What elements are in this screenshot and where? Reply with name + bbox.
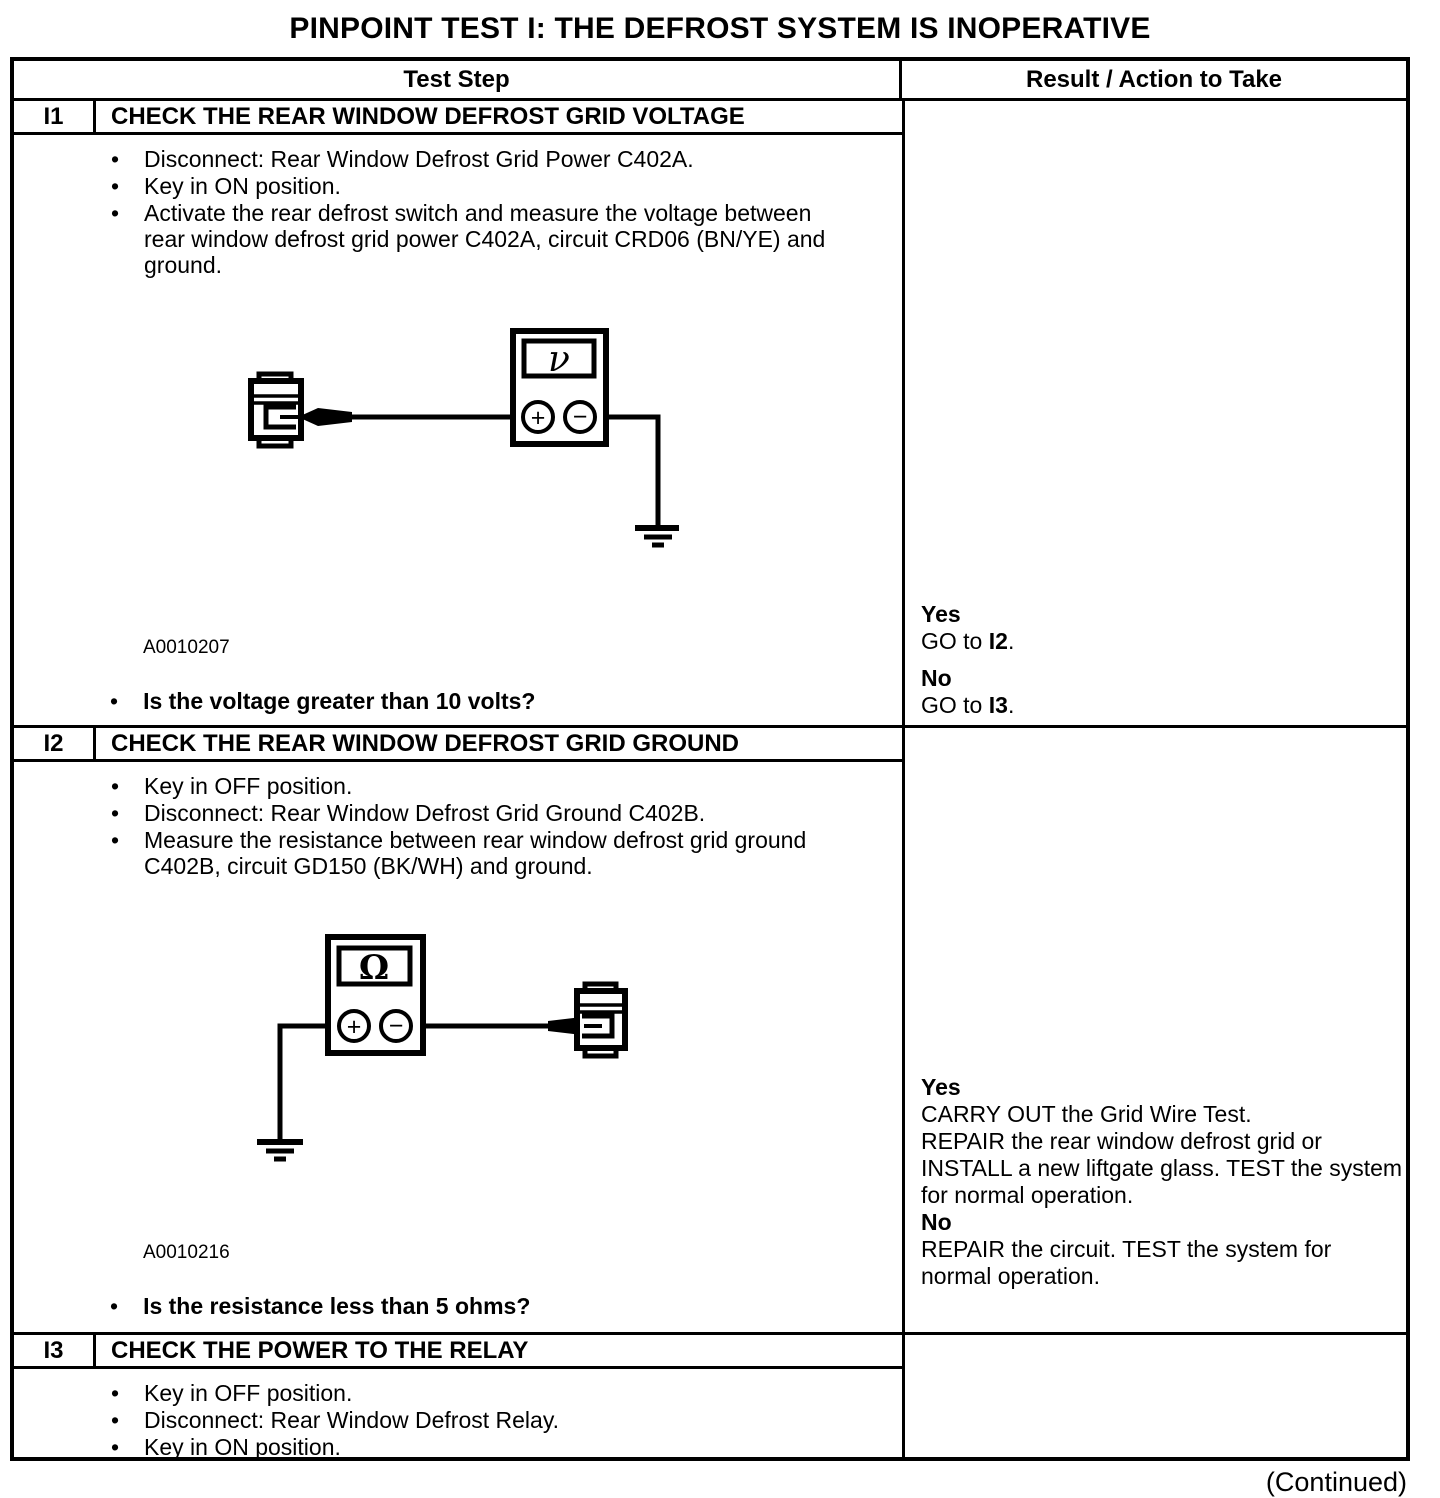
result-action: REPAIR the rear window defrost grid or INSTALL a new liftgate glass. TEST the system for normal operation. [921,1128,1403,1208]
action-text: GO to [921,692,989,718]
continued-note: (Continued) [1265,1467,1407,1497]
step-instructions-i3 [14,1369,902,1460]
step-title-i3: CHECK THE POWER TO THE RELAY [111,1336,529,1364]
result-action: REPAIR the circuit. TEST the system for normal operation. [921,1236,1332,1289]
step-instructions-i1 [14,135,902,278]
column-header-test-step: Test Step [14,61,902,98]
result-group-no [921,665,1404,719]
result-action [921,692,1404,719]
figure-label: A0010216 [143,1242,230,1263]
step-id-i3: I3 [14,1335,96,1366]
step-id-i1: I1 [14,101,96,132]
step-question-i1 [110,688,535,714]
plus-sign: + [346,1013,362,1041]
result-answer: Yes [921,1074,961,1100]
ohmmeter-icon [328,937,423,1053]
test-step-cell-i2 [14,728,905,1332]
voltmeter-test-figure [243,326,679,554]
result-answer: Yes [921,601,961,627]
plus-sign: + [530,404,546,432]
minus-sign: − [572,403,588,431]
minus-sign: − [388,1012,404,1040]
step-question-i2 [110,1293,530,1319]
result-group-yes [921,1074,1404,1209]
column-header-result-action: Result / Action to Take [1025,66,1283,93]
step-body-i2 [14,762,902,1332]
connector-icon [251,374,301,446]
instruction-item: • Key in ON position. [144,173,844,199]
step-title-i1: CHECK THE REAR WINDOW DEFROST GRID VOLTAGE [111,102,745,130]
question-text: Is the resistance less than 5 ohms? [143,1293,531,1319]
instruction-item: • Key in OFF position. [144,1380,844,1406]
result-action: CARRY OUT the Grid Wire Test. [921,1101,1252,1127]
ground-icon [257,1142,303,1159]
meter-symbol: Ω [358,948,390,988]
step-block-i3 [14,1332,1406,1460]
step-body-i1 [14,135,902,725]
instruction-item: • Key in ON position. [144,1434,844,1460]
test-probe-icon [298,408,352,426]
result-cell-i2 [905,728,1406,1332]
voltmeter-icon [513,331,606,444]
instruction-item: • Measure the resistance between rear window defrost grid ground C402B, circuit GD150 (BK/WH) and ground. [144,827,844,879]
action-text: . [1007,628,1015,654]
meter-symbol: ν [548,339,570,380]
test-step-cell-i3 [14,1335,905,1460]
step-instructions-i2 [14,762,902,879]
result-cell-i3 [905,1335,1406,1457]
instruction-item: • Activate the rear defrost switch and measure the voltage between rear window defrost grid power C402A, circuit CRD06 (BN/YE) and ground. [144,200,844,278]
action-target-step: I3 [988,692,1008,718]
pinpoint-test-table [10,57,1410,1461]
step-body-i3 [14,1369,902,1460]
test-step-cell-i1 [14,101,905,725]
result-group-no [921,1209,1404,1290]
result-cell-i1 [905,101,1406,725]
table-header-row [14,61,1406,101]
result-action [921,628,1404,655]
ohmmeter-test-figure [252,928,642,1170]
figure-label: A0010207 [143,637,230,658]
instruction-item: • Disconnect: Rear Window Defrost Grid Power C402A. [144,146,844,172]
step-id-i2: I2 [14,728,96,759]
result-group-yes [921,601,1404,655]
step-header-i1 [14,101,902,135]
page-title: PINPOINT TEST I: THE DEFROST SYSTEM IS INOPERATIVE [289,12,1151,45]
step-header-i3 [14,1335,902,1369]
instruction-item: • Key in OFF position. [144,773,844,799]
question-text: Is the voltage greater than 10 volts? [143,688,536,714]
ground-icon [635,528,679,545]
step-header-i2 [14,728,902,762]
instruction-item: • Disconnect: Rear Window Defrost Grid Ground C402B. [144,800,844,826]
action-text: GO to [921,628,989,654]
connector-icon [577,984,625,1056]
step-block-i2 [14,725,1406,1332]
action-text: . [1007,692,1015,718]
result-answer: No [921,1209,952,1235]
step-title-i2: CHECK THE REAR WINDOW DEFROST GRID GROUND [111,729,739,757]
step-block-i1 [14,101,1406,725]
result-answer: No [921,665,952,691]
action-target-step: I2 [988,628,1008,654]
instruction-item: • Disconnect: Rear Window Defrost Relay. [144,1407,844,1433]
